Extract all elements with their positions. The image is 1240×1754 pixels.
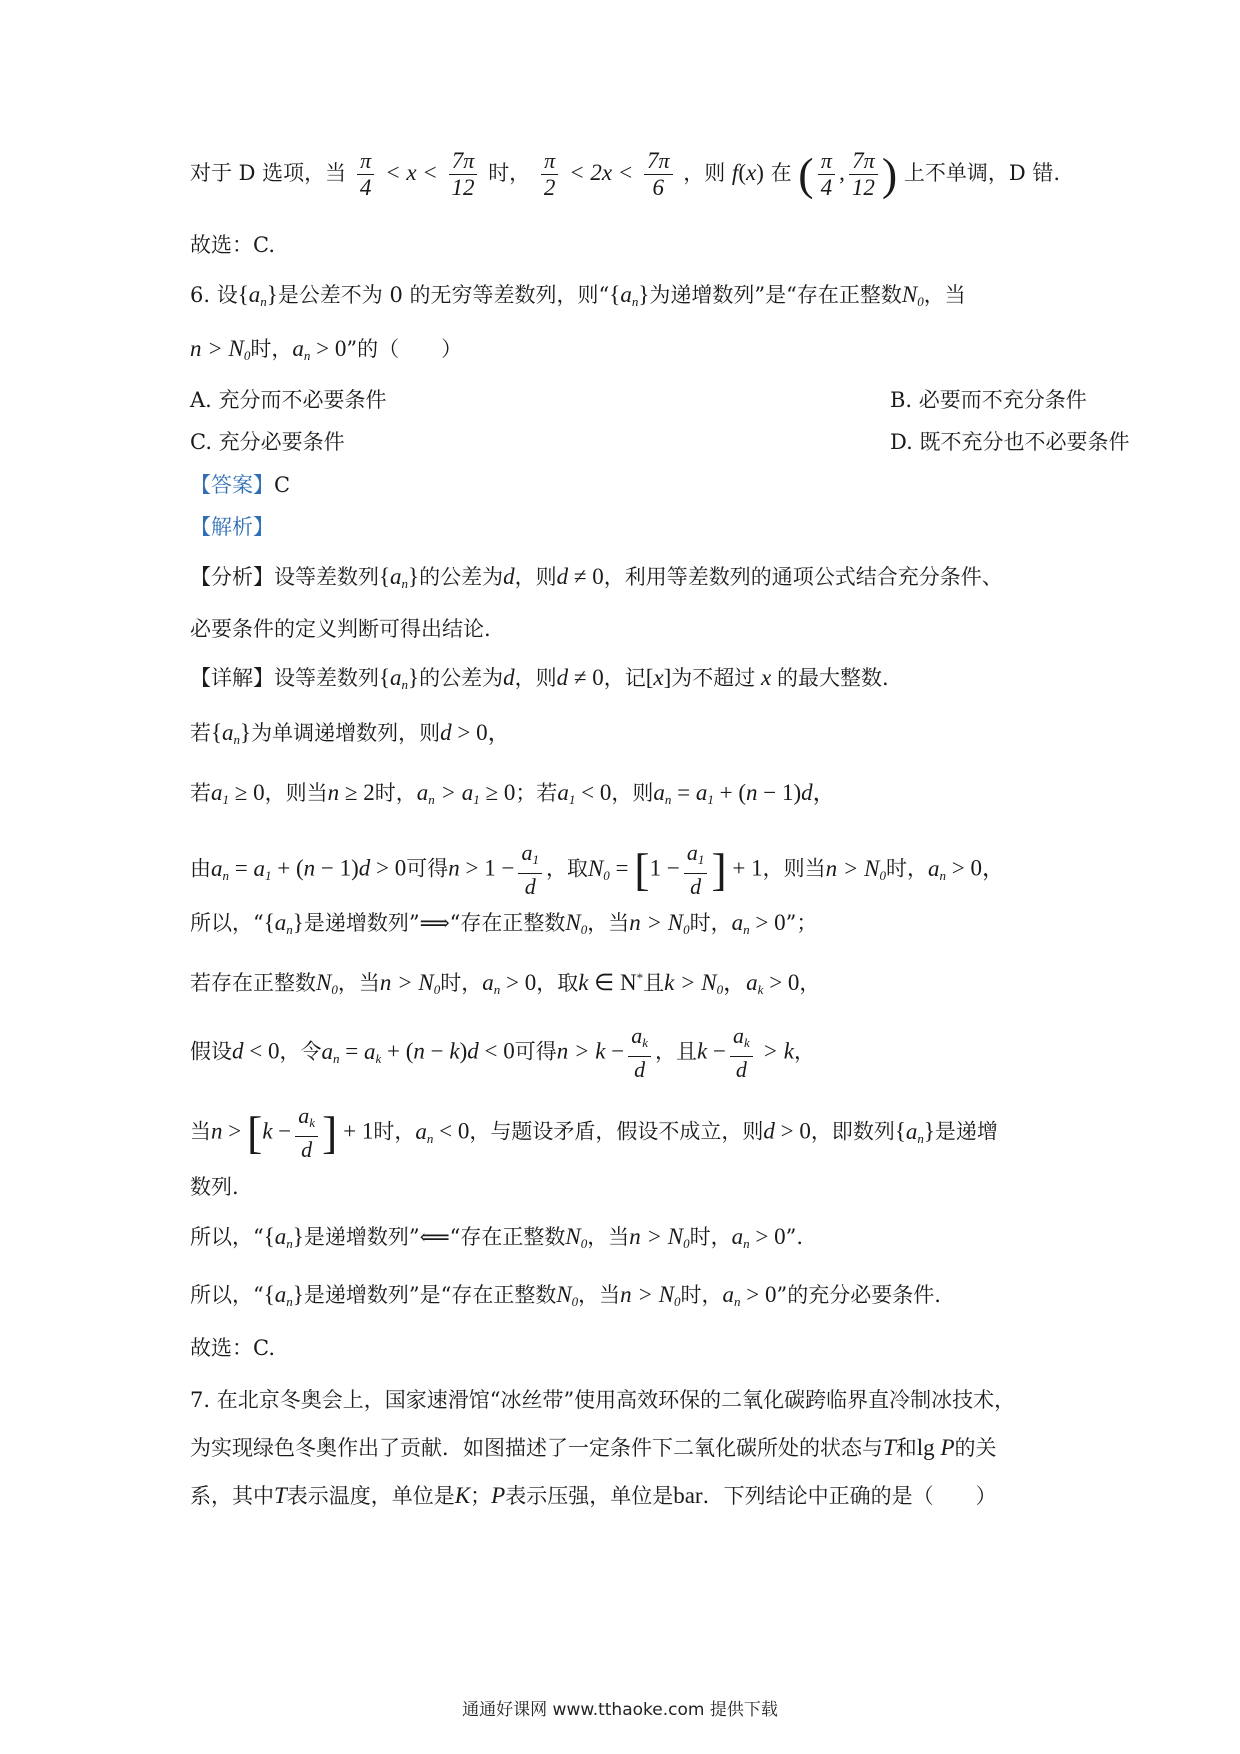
- option-row-1: [190, 385, 1087, 415]
- jiashe-line: 假设d < 0，令$a_n = a_k + (n - k)d < 0$可得n > k − $\frac{a_k}{d}$ ，且k − $\frac{a_k}{d}$ > k，: [190, 1023, 815, 1082]
- question-7-line-1: 7. 在北京冬奥会上，国家速滑馆“冰丝带”使用高效环保的二氧化碳跨临界直冷制冰技术，: [190, 1388, 1016, 1412]
- frac-pi-4: $\frac{\pi}{4}$: [357, 148, 375, 201]
- ruo-line-1: 若$\{a_n\}$为单调递增数列，则d > 0，: [190, 720, 511, 747]
- question-7-line-3: 系，其中T表示温度，单位是K；P表示压强，单位是bar．下列结论中正确的是（ ）: [190, 1483, 997, 1508]
- page-footer: 通通好课网 www.tthaoke.com 提供下载: [462, 1700, 778, 1720]
- option-row-2: [190, 427, 1130, 457]
- question-6-line-2: $n > N_0$时，$a_n > 0$”的（ ）: [190, 336, 463, 363]
- you-line: 由$a_n = a_1 + (n - 1)d > 0$可得n > 1 − $\frac{a_1}{d}$ ，取$N_0 = [1$ − $\frac{a_1}{d}$ ] + 1，则当$n > N_0$时，$a_n > 0$，: [190, 840, 1006, 899]
- question-6-line-1: 6. 设$\{a_n\}$是公差不为 0 的无穷等差数列，则“$\{a_n\}$为递增数列”是“存在正整数$N_0$，当: [190, 282, 966, 309]
- option-b: B. 必要而不充分条件: [890, 388, 1087, 412]
- suoyi-line-2: 所以，“$\{a_n\}$是递增数列”⟸“存在正整数$N_0$，当$n > N_0$时，$a_n > 0$”.: [190, 1224, 804, 1251]
- frac-7pi-12: $\frac{7\pi}{12}$: [449, 148, 478, 201]
- d-option-line: 对于 D 选项，当 $\frac{\pi}{4}$ < x < $\frac{7\pi}{12}$ 时， $\frac{\pi}{2}$ < 2x < $\frac{7\pi}{6}$ ，则 f(x) 在 ( $\frac{\pi}{4}$ , $\frac{7\pi}{12}$ ) 上不单调，D 错.: [190, 148, 1061, 200]
- answer-5: 故选：C.: [190, 233, 275, 257]
- answer-tag: 【答案】: [190, 473, 274, 497]
- suoyi-line-1: 所以，“$\{a_n\}$是递增数列”⟹“存在正整数$N_0$，当$n > N_0$时，$a_n > 0$”；: [190, 910, 818, 937]
- suoyi-line-3: 所以，“$\{a_n\}$是递增数列”是“存在正整数$N_0$，当$n > N_0$时，$a_n > 0$”的充分必要条件.: [190, 1282, 941, 1309]
- dang-line-2: 数列.: [190, 1175, 239, 1199]
- answer-6: 故选：C.: [190, 1336, 275, 1360]
- ruocun-line: 若存在正整数$N_0$，当$n > N_0$时，$a_n > 0$，取k ∈ N*且$k > N_0$，$a_k > 0$，: [190, 970, 821, 997]
- fenxi-line-1: 【分析】设等差数列$\{a_n\}$的公差为d，则d ≠ 0，利用等差数列的通项公式结合充分条件、: [190, 564, 1003, 591]
- analysis-tag: 【解析】: [190, 515, 274, 539]
- option-a: A. 充分而不必要条件: [190, 388, 387, 412]
- question-7-line-2: 为实现绿色冬奥作出了贡献．如图描述了一定条件下二氧化碳所处的状态与T和lg P的关: [190, 1435, 997, 1460]
- option-c: C. 充分必要条件: [190, 430, 345, 454]
- xiangjie-line: 【详解】设等差数列$\{a_n\}$的公差为d，则d ≠ 0，记[x]为不超过 x 的最大整数.: [190, 665, 889, 692]
- dang-line-1: 当n > [k − $\frac{a_k}{d}$ ] + 1时，$a_n < 0$，与题设矛盾，假设不成立，则d > 0，即数列$\{a_n\}$是递增: [190, 1103, 998, 1162]
- fenxi-line-2: 必要条件的定义判断可得出结论.: [190, 617, 491, 641]
- ruo-line-2: 若$a_1 \ge 0$，则当n ≥ 2时，$a_n > a_1 \ge 0$；若$a_1 < 0$，则$a_n = a_1 + (n - 1)d$，: [190, 780, 836, 807]
- option-d: D. 既不充分也不必要条件: [890, 430, 1130, 454]
- answer-line: 【答案】C: [190, 473, 291, 497]
